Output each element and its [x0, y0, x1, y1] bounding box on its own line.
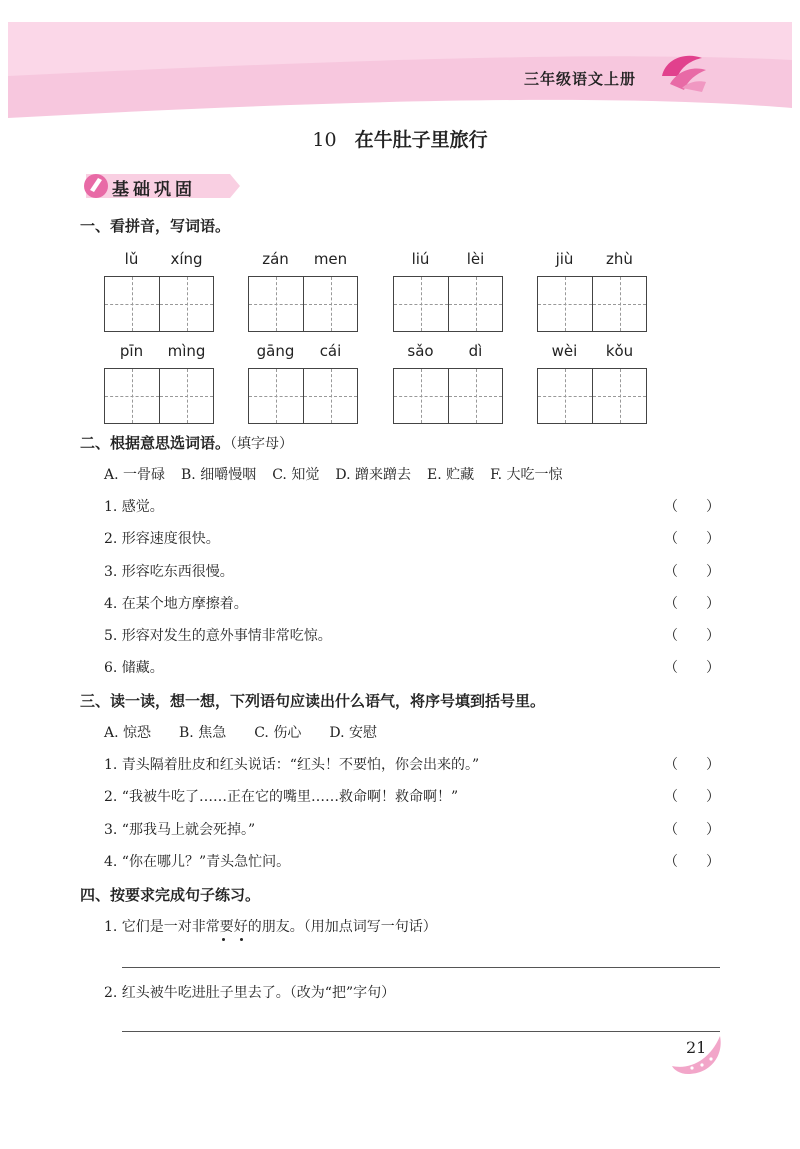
q4-heading: 四、按要求完成句子练习。 — [80, 886, 261, 904]
answer-blank[interactable] — [664, 528, 720, 548]
grid-cell[interactable] — [303, 277, 357, 331]
grid-cell[interactable] — [538, 369, 592, 423]
answer-blank[interactable] — [664, 851, 720, 871]
pinyin-syllable: mìng — [167, 342, 206, 360]
pinyin-group — [393, 250, 503, 332]
q2-item: 3. 形容吃东西很慢。 — [104, 564, 234, 580]
grid-cell[interactable] — [448, 277, 502, 331]
paren-left: （ — [664, 660, 678, 676]
answer-blank[interactable] — [664, 754, 720, 774]
answer-blank[interactable] — [664, 561, 720, 581]
q2-heading-text: 二、根据意思选词语。 — [80, 434, 231, 452]
answer-blank[interactable] — [664, 819, 720, 839]
q2-item: 1. 感觉。 — [104, 499, 164, 515]
option-label: F. 大吃一惊 — [490, 467, 563, 483]
grid-cell[interactable] — [159, 369, 213, 423]
grade-label: 三年级语文上册 — [524, 70, 637, 88]
pinyin-syllable: dì — [468, 342, 483, 360]
paren-left: （ — [664, 757, 678, 773]
q2-item: 6. 储藏。 — [104, 660, 164, 676]
answer-blank[interactable] — [664, 625, 720, 645]
q3-item: 2. “我被牛吃了……正在它的嘴里……救命啊！救命啊！” — [104, 789, 459, 805]
emphasis-dot — [240, 938, 243, 941]
pinyin-group — [393, 342, 503, 424]
paren-left: （ — [664, 628, 678, 644]
q3-options — [104, 722, 393, 742]
pinyin-syllable: zán — [262, 250, 289, 268]
q4-item: 2. 红头被牛吃进肚子里去了。（改为“把”字句） — [104, 985, 396, 1001]
q3-heading: 三、读一读，想一想，下列语句应读出什么语气，将序号填到括号里。 — [80, 692, 546, 710]
pinyin-syllable: cái — [319, 342, 342, 360]
paren-right: ） — [706, 789, 720, 805]
pinyin-group — [248, 342, 358, 424]
paren-left: （ — [664, 789, 678, 805]
grid-cell[interactable] — [448, 369, 502, 423]
pinyin-group — [104, 250, 214, 332]
paren-right: ） — [706, 660, 720, 676]
paren-right: ） — [706, 822, 720, 838]
paren-right: ） — [706, 854, 720, 870]
paren-right: ） — [706, 499, 720, 515]
page-number: 21 — [686, 1038, 707, 1057]
grid-cell[interactable] — [394, 369, 448, 423]
pinyin-syllable: liú — [411, 250, 430, 268]
grid-cell[interactable] — [592, 277, 646, 331]
grid-cell[interactable] — [105, 277, 159, 331]
lesson-title — [0, 125, 800, 152]
option-label: B. 细嚼慢咽 — [181, 467, 257, 483]
q3-item: 3. “那我马上就会死掉。” — [104, 822, 256, 838]
q2-item: 4. 在某个地方摩擦着。 — [104, 596, 248, 612]
q4-item: 1. 它们是一对非常要好的朋友。（用加点词写一句话） — [104, 919, 437, 935]
answer-blank[interactable] — [664, 657, 720, 677]
paren-right: ） — [706, 628, 720, 644]
pinyin-syllable: jiù — [555, 250, 574, 268]
paren-right: ） — [706, 564, 720, 580]
pinyin-syllable: pīn — [119, 342, 144, 360]
option-label: A. 惊恐 — [104, 725, 152, 741]
writing-grid[interactable] — [104, 368, 214, 424]
paren-right: ） — [706, 757, 720, 773]
grid-cell[interactable] — [394, 277, 448, 331]
pinyin-syllable: lèi — [466, 250, 485, 268]
pinyin-syllable: men — [313, 250, 348, 268]
pinyin-syllable: gāng — [256, 342, 295, 360]
lesson-number: 10 — [312, 129, 337, 151]
answer-blank[interactable] — [664, 786, 720, 806]
writing-grid[interactable] — [537, 276, 647, 332]
option-label: C. 伤心 — [254, 725, 302, 741]
paren-left: （ — [664, 596, 678, 612]
answer-blank[interactable] — [664, 593, 720, 613]
option-label: D. 安慰 — [329, 725, 377, 741]
q3-item: 1. 青头隔着肚皮和红头说话：“红头！不要怕，你会出来的。” — [104, 757, 480, 773]
section-label: 基础巩固 — [112, 180, 196, 200]
answer-blank[interactable] — [664, 496, 720, 516]
answer-line[interactable] — [122, 1031, 720, 1032]
pinyin-syllable: lǔ — [124, 250, 139, 268]
grid-cell[interactable] — [592, 369, 646, 423]
writing-grid[interactable] — [537, 368, 647, 424]
q2-item: 2. 形容速度很快。 — [104, 531, 220, 547]
writing-grid[interactable] — [393, 368, 503, 424]
lesson-title-text: 在牛肚子里旅行 — [354, 129, 488, 151]
option-label: B. 焦急 — [179, 725, 227, 741]
paren-right: ） — [706, 596, 720, 612]
paren-left: （ — [664, 822, 678, 838]
grid-cell[interactable] — [105, 369, 159, 423]
paren-left: （ — [664, 564, 678, 580]
pinyin-syllable: zhù — [606, 250, 633, 268]
option-label: E. 贮藏 — [426, 467, 475, 483]
paren-left: （ — [664, 499, 678, 515]
answer-line[interactable] — [122, 967, 720, 968]
emphasis-dot — [222, 938, 225, 941]
q3-item: 4. “你在哪儿？”青头急忙问。 — [104, 854, 291, 870]
writing-grid[interactable] — [393, 276, 503, 332]
pinyin-syllable: kǒu — [605, 342, 634, 360]
pinyin-group — [248, 250, 358, 332]
grid-cell[interactable] — [159, 277, 213, 331]
option-label: A. 一骨碌 — [104, 467, 166, 483]
pinyin-syllable: wèi — [551, 342, 578, 360]
q2-heading — [80, 432, 293, 453]
pinyin-group — [104, 342, 214, 424]
paren-left: （ — [664, 531, 678, 547]
grid-cell[interactable] — [303, 369, 357, 423]
option-label: D. 蹭来蹭去 — [335, 467, 411, 483]
q1-heading: 一、看拼音，写词语。 — [80, 217, 231, 235]
pinyin-syllable: xíng — [170, 250, 203, 268]
q2-options — [104, 464, 579, 484]
paren-right: ） — [706, 531, 720, 547]
q2-note: （填字母） — [230, 436, 294, 452]
grid-cell[interactable] — [538, 277, 592, 331]
writing-grid[interactable] — [248, 276, 358, 332]
q2-item: 5. 形容对发生的意外事情非常吃惊。 — [104, 628, 332, 644]
pinyin-syllable: sǎo — [407, 342, 434, 360]
option-label: C. 知觉 — [272, 467, 320, 483]
writing-grid[interactable] — [104, 276, 214, 332]
logo-icon — [656, 48, 710, 96]
grid-cell[interactable] — [249, 277, 303, 331]
pinyin-group — [537, 250, 647, 332]
pinyin-group — [537, 342, 647, 424]
grid-cell[interactable] — [249, 369, 303, 423]
writing-grid[interactable] — [248, 368, 358, 424]
paren-left: （ — [664, 854, 678, 870]
